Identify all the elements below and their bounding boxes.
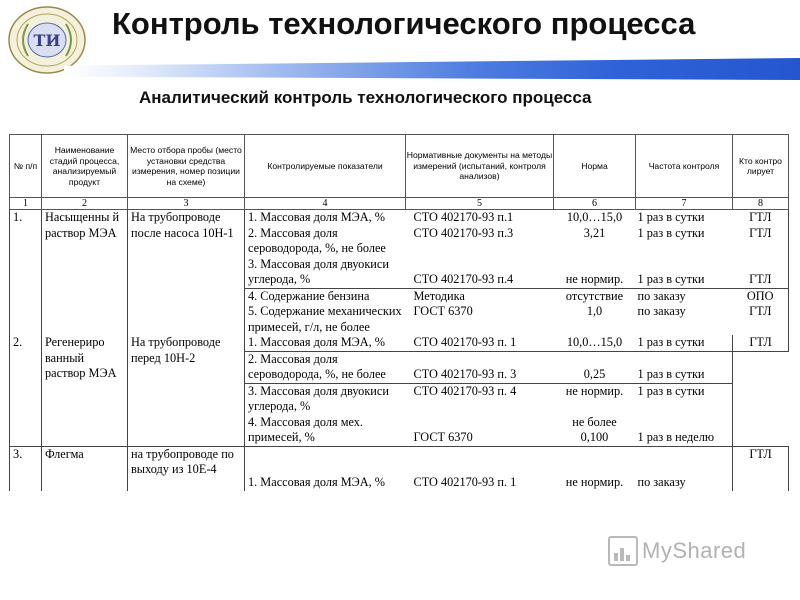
- control-frequency: 1 раз в сутки: [637, 272, 705, 286]
- column-number: 4: [245, 198, 406, 210]
- header-frequency: Частота контроля: [636, 135, 733, 198]
- header-no: № п/п: [10, 135, 42, 198]
- norm-value: не нормир.: [565, 272, 624, 286]
- controller: ГТЛ: [733, 335, 789, 351]
- control-frequency: 1 раз в сутки: [636, 351, 733, 383]
- control-frequency: 1 раз в сутки: [637, 210, 705, 224]
- watermark-text: MyShared: [642, 538, 747, 563]
- norm-document: СТО 402170-93 п. 1: [406, 446, 554, 491]
- norm-value: отсутствие: [554, 288, 636, 304]
- logo-initials: ТИ: [33, 31, 61, 50]
- control-frequency: по заказу: [636, 288, 733, 304]
- norm-value: 10,0…15,0: [566, 335, 623, 349]
- norm-document: СТО 402170-93 п.1: [413, 210, 514, 224]
- controller: ГТЛ: [733, 226, 789, 257]
- sampling-place: На трубопроводе после насоса 10Н-1: [128, 210, 245, 336]
- header-indicators: Контролируемые показатели: [245, 135, 406, 198]
- watermark: [608, 536, 746, 566]
- indicator: 1. Массовая доля МЭА, %: [245, 335, 406, 351]
- header-product: Наименование стадий процесса, анализируемый продукт: [42, 135, 128, 198]
- product-name: Насыщенны й раствор МЭА: [42, 210, 128, 336]
- norm-value: [554, 415, 636, 447]
- university-logo: [6, 4, 88, 76]
- table-row: [10, 446, 789, 491]
- norm-document: Методика: [406, 288, 554, 304]
- row-number: 2.: [10, 335, 42, 446]
- norm-value: 3,21: [583, 225, 606, 240]
- controller: ГТЛ: [733, 304, 789, 335]
- page-title: Контроль технологического процесса: [112, 6, 696, 41]
- header-place: Место отбора пробы (место установки средства измерения, номер позиции на схеме): [128, 135, 245, 198]
- presentation-icon: [608, 536, 638, 566]
- controller: ГТЛ: [733, 446, 789, 491]
- control-table: [9, 134, 789, 491]
- indicator: 1. Массовая доля МЭА, %: [248, 210, 386, 224]
- norm-document: СТО 402170-93 п. 3: [406, 351, 554, 383]
- title-banner: [64, 58, 800, 80]
- row-number: 1.: [10, 210, 42, 336]
- header-documents: Нормативные документы на методы измерений (испытаний, контроля анализов): [406, 135, 554, 198]
- indicator: 1. Массовая доля МЭА, %: [245, 446, 406, 491]
- column-number: 1: [10, 198, 42, 210]
- header-controller: Кто контро лирует: [733, 135, 789, 198]
- norm-value: 0,25: [554, 351, 636, 383]
- controller: ГТЛ: [733, 257, 789, 289]
- norm-document: СТО 402170-93 п. 1: [413, 335, 517, 349]
- sampling-place: На трубопроводе перед 10Н-2: [128, 335, 245, 446]
- table-row: [10, 335, 789, 351]
- control-frequency: 1 раз в сутки: [636, 383, 733, 415]
- column-number: 2: [42, 198, 128, 210]
- indicator: 3. Массовая доля двуокиси углерода, %: [248, 256, 389, 286]
- indicator: 3. Массовая доля двуокиси углерода, %: [245, 383, 406, 415]
- norm-document: СТО 402170-93 п. 4: [406, 383, 554, 415]
- header-norm: Норма: [554, 135, 636, 198]
- controller: ГТЛ: [733, 210, 789, 226]
- norm-value-prefix: не более: [572, 414, 617, 429]
- column-number: 5: [406, 198, 554, 210]
- norm-value-number: 0,100: [580, 430, 609, 444]
- table-row: [10, 210, 789, 226]
- indicator: 2. Массовая доля сероводорода, %, не более: [248, 225, 386, 255]
- column-number-row: [10, 198, 789, 210]
- norm-document: СТО 402170-93 п.4: [413, 272, 514, 286]
- norm-value: 10,0…15,0: [566, 210, 623, 224]
- sampling-place: на трубопроводе по выходу из 10Е-4: [128, 446, 245, 491]
- table-body: [10, 210, 789, 491]
- norm-value: 1,0: [586, 304, 603, 318]
- norm-document: ГОСТ 6370: [413, 430, 473, 444]
- control-frequency: 1 раз в сутки: [636, 335, 733, 351]
- controller: ОПО: [733, 288, 789, 304]
- control-frequency: 1 раз в сутки: [637, 225, 705, 240]
- column-number: 8: [733, 198, 789, 210]
- row-number: 3.: [10, 446, 42, 491]
- product-name: Флегма: [42, 446, 128, 491]
- indicator: 4. Массовая доля мех. примесей, %: [245, 415, 406, 447]
- norm-value: не нормир.: [554, 383, 636, 415]
- control-frequency: по заказу: [636, 446, 733, 491]
- page-subtitle: Аналитический контроль технологического процесса: [139, 88, 592, 107]
- indicator: 5. Содержание механических примесей, г/л, не более: [245, 304, 406, 335]
- norm-document: СТО 402170-93 п.3: [413, 225, 514, 240]
- product-name: Регенериро ванный раствор МЭА: [42, 335, 128, 446]
- column-number: 6: [554, 198, 636, 210]
- table-header-row: [10, 135, 789, 198]
- norm-document: ГОСТ 6370: [413, 304, 473, 318]
- column-number: 3: [128, 198, 245, 210]
- column-number: 7: [636, 198, 733, 210]
- control-frequency: 1 раз в неделю: [636, 415, 733, 447]
- indicator: 2. Массовая доля сероводорода, %, не более: [245, 351, 406, 383]
- control-frequency: по заказу: [637, 304, 686, 318]
- norm-value: не нормир.: [554, 446, 636, 491]
- indicator: 4. Содержание бензина: [245, 288, 406, 304]
